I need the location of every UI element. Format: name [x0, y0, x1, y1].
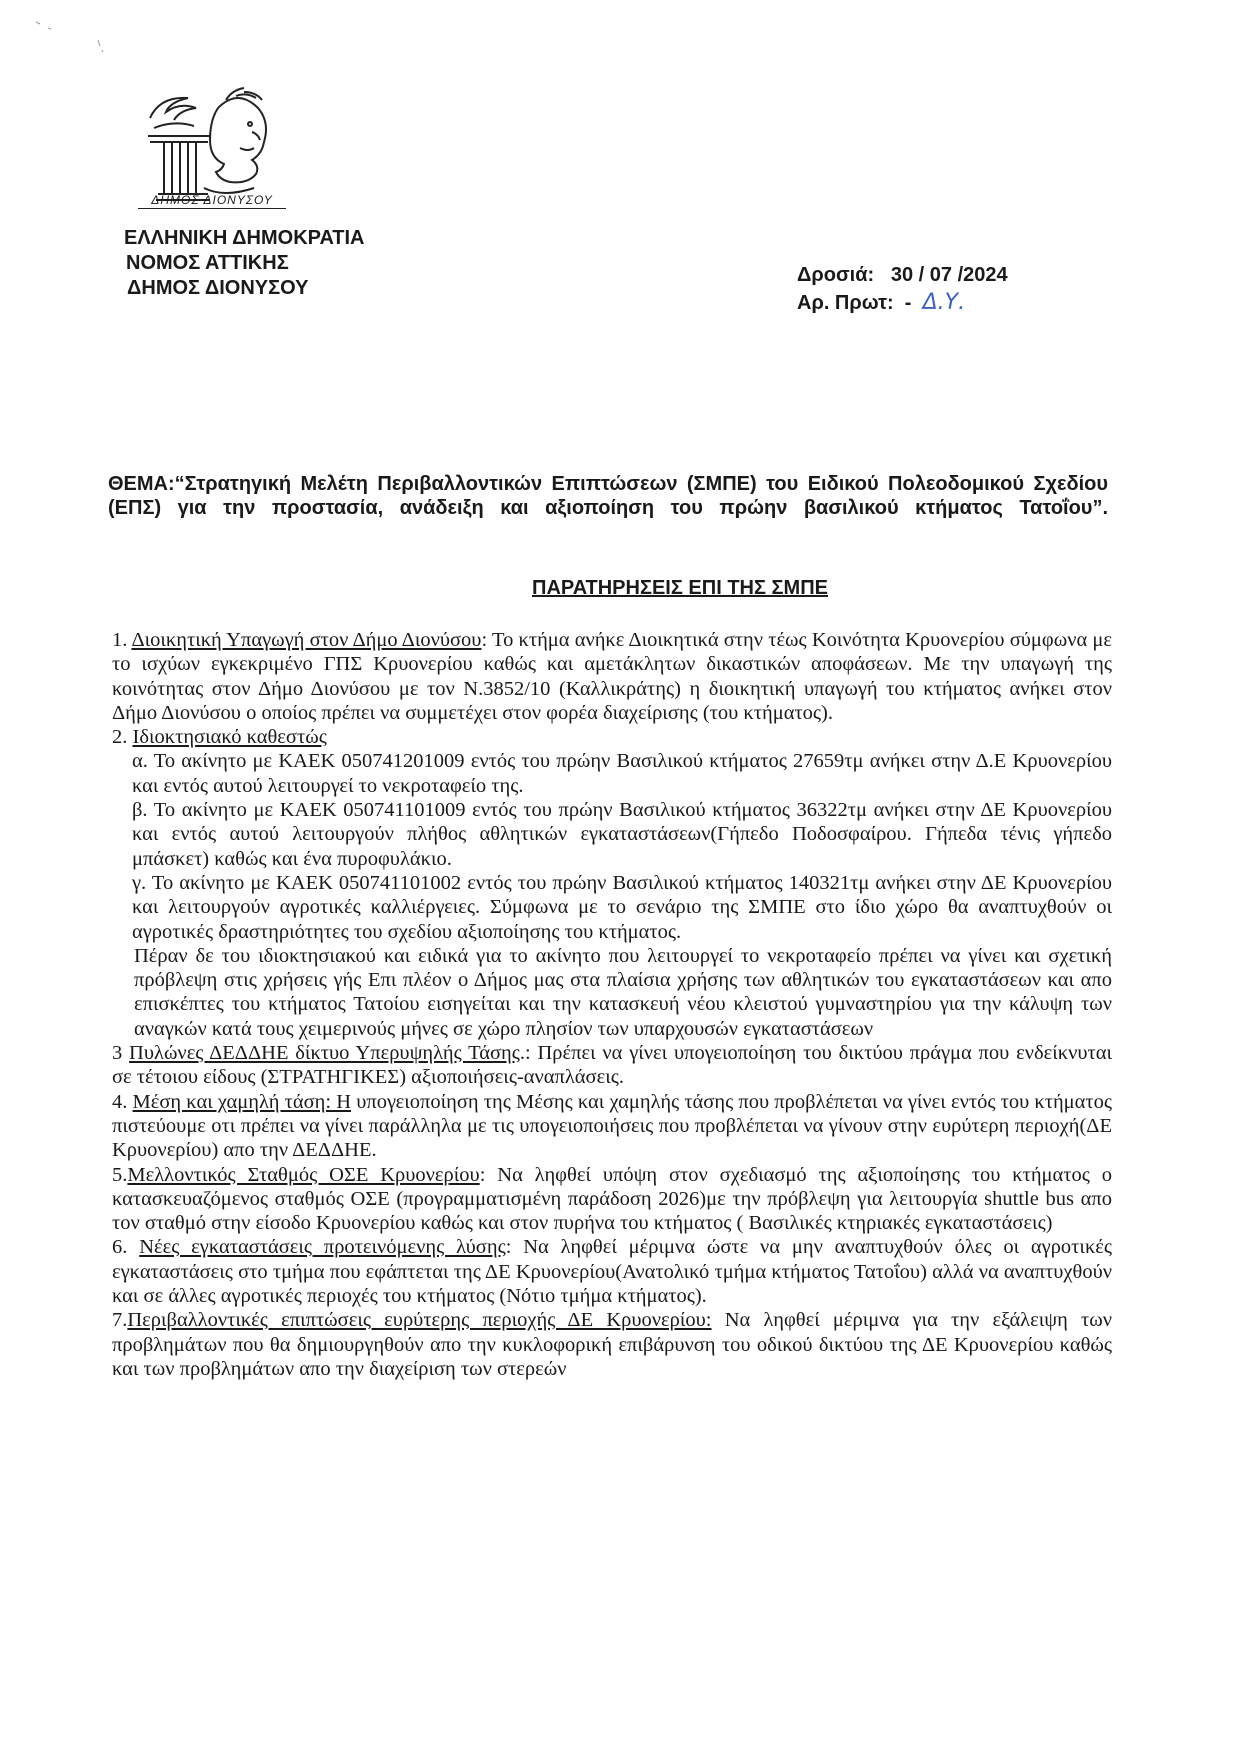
date-line	[797, 262, 1008, 289]
scan-speck-mark	[28, 10, 118, 70]
item-5: 5.Μελλοντικός Σταθμός ΟΣΕ Κρυονερίου: Να ληφθεί υπόψη στον σχεδιασμό της αξιοποίησης του κτήματος ο κατασκευαζόμενος σταθμός ΟΣΕ (προγραμματισμένη παράδοση 2026)με την πρόβλεψη για λειτουργία shuttle bus απο τον σταθμό στην είσοδο Κρυονερίου καθώς και στον πυρήνα του κτήματος ( Βασιλικές κτηριακές εγκαταστάσεις)	[112, 1163, 1113, 1235]
item-3-heading: Πυλώνες ΔΕΔΔΗΕ δίκτυο Υπερυψηλής Τάσης	[129, 1042, 520, 1065]
protocol-dash: -	[904, 292, 912, 314]
item-1-heading: Διοικητική Υπαγωγή στον Δήμο Διονύσου	[131, 629, 482, 651]
item-2b: β. Το ακίνητο με ΚΑΕΚ 050741101009 εντός του πρώην Βασιλικού κτήματος 36322τμ ανήκει στην ΔΕ Κρυονερίου και εντός αυτού λειτουργούν πλήθος αθλητικών εγκαταστάσεων(Γήπεδο Ποδοσφαίρου. Γήπεδα τένις γήπεδο μπάσκετ) καθώς και ένα πυροφυλάκιο.	[132, 799, 1112, 870]
issuing-authority	[124, 226, 365, 301]
authority-line-prefecture: ΝΟΜΟΣ ΑΤΤΙΚΗΣ	[126, 252, 289, 274]
logo-caption: ΔΗΜΟΣ ΔΙΟΝΥΣΟΥ	[138, 193, 286, 209]
item-5-heading: Μελλοντικός Σταθμός ΟΣΕ Κρυονερίου	[127, 1163, 480, 1186]
protocol-label: Αρ. Πρωτ:	[797, 292, 894, 314]
item-7-heading: Περιβαλλοντικές επιπτώσεις ευρύτερης περιοχής ΔΕ Κρυονερίου:	[127, 1309, 712, 1332]
date-value: 30 / 07 /2024	[890, 264, 1008, 286]
item-1: 1. Διοικητική Υπαγωγή στον Δήμο Διονύσου: Το κτήμα ανήκε Διοικητικά στην τέως Κοινότητα Κρυονερίου σύμφωνα με το ισχύων εγκεκριμένο ΓΠΣ Κρυονερίου καθώς και αμετάκλητων δικαστικών αποφάσεων. Με την υπαγωγή της κοινότητας στον Δήμο Διονύσου με τον Ν.3852/10 (Καλλικράτης) η διοικητική υπαγωγή του κτήματος ανήκει στον Δήμο Διονύσου ο οποίος πρέπει να συμμετέχει στον φορέα διαχείρισης (του κτήματος).	[112, 629, 1112, 724]
item-6-heading: Νέες εγκαταστάσεις προτεινόμενης λύσης	[139, 1236, 506, 1259]
authority-line-municipality: ΔΗΜΟΣ ΔΙΟΝΥΣΟΥ	[127, 277, 309, 299]
item-2: 2. Ιδιοκτησιακό καθεστώς	[112, 726, 327, 749]
item-4: 4. Μέση και χαμηλή τάση: Η υπογειοποίηση της Μέσης και χαμηλής τάσης που προβλέπεται να γίνει εντός του κτήματος πιστεύουμε οτι πρέπει να γίνει παράλληλα με τις υπογειοποιήσεις που προβλέπεται να γίνουν στην ευρύτερη περιοχή(ΔΕ Κρυονερίου) απο την ΔΕΔΔΗΕ.	[112, 1090, 1113, 1162]
item-2c: γ. Το ακίνητο με ΚΑΕΚ 050741101002 εντός του πρώην Βασιλικού κτήματος 140321τμ ανήκει στην ΔΕ Κρυονερίου και λειτουργούν αγροτικές καλλιέργειες. Σύμφωνα με το σενάριο της ΣΜΠΕ στο ίδιο χώρο θα αναπτυχθούν οι αγροτικές δραστηριότητες του σχεδίου αξιοποίησης του κτήματος.	[132, 871, 1112, 943]
protocol-handwritten-value: Δ.Υ.	[922, 290, 966, 315]
remarks-body	[112, 628, 1112, 1381]
authority-line-republic: ΕΛΛΗΝΙΚΗ ΔΗΜΟΚΡΑΤΙΑ	[124, 227, 365, 249]
subject-line: ΘΕΜΑ:“Στρατηγική Μελέτη Περιβαλλοντικών Επιπτώσεων (ΣΜΠΕ) του Ειδικού Πολεοδομικού Σχεδίου (ΕΠΣ) για την προστασία, ανάδειξη και αξιοποίηση του πρώην βασιλικού κτήματος Τατοΐου”.	[108, 473, 1108, 519]
remarks-heading-text: ΠΑΡΑΤΗΡΗΣΕΙΣ ΕΠΙ ΤΗΣ ΣΜΠΕ	[532, 577, 828, 599]
item-4-heading: Μέση και χαμηλή τάση: Η	[132, 1090, 352, 1113]
remarks-heading	[0, 577, 1240, 600]
item-2-note: Πέραν δε του ιδιοκτησιακού και ειδικά για το ακίνητο που λειτουργεί το νεκροταφείο πρέπει να γίνει και σχετική πρόβλεψη στις χρήσεις γής Επι πλέον ο Δήμος μας στα πλαίσια χρήσης των αθλητικών του εγκαταστάσεων και απο επισκέπτες του κτήματος Τατοίου εισηγείται και την κατασκευή νέου κλειστού γυμναστηρίου για την κάλυψη των αναγκών κατά τους χειμερινούς μήνες σε χώρο πλησίον των υπαρχουσών εγκαταστάσεων	[134, 944, 1112, 1040]
item-7: 7.Περιβαλλοντικές επιπτώσεις ευρύτερης περιοχής ΔΕ Κρυονερίου: Να ληφθεί μέριμνα για την εξάλειψη των προβλημάτων που θα δημιουργηθούν απο την κυκλοφορική επιβάρυνση του οδικού δικτύου της ΔΕ Κρυονερίου καθώς και των προβλημάτων απο την διαχείριση των στερεών	[112, 1309, 1113, 1380]
item-6: 6. Νέες εγκαταστάσεις προτεινόμενης λύσης: Να ληφθεί μέριμνα ώστε να μην αναπτυχθούν όλες οι αγροτικές εγκαταστάσεις στο τμήμα που εφάπτεται της ΔΕ Κρυονερίου(Ανατολικό τμήμα κτήματος Τατοΐου) αλλά να αναπτυχθούν και σε άλλες αγροτικές περιοχές του κτήματος (Νότιο τμήμα κτήματος).	[112, 1236, 1112, 1308]
protocol-line	[797, 289, 1008, 317]
item-2a: α. Το ακίνητο με ΚΑΕΚ 050741201009 εντός του πρώην Βασιλικού κτήματος 27659τμ ανήκει στην Δ.Ε Κρυονερίου και εντός αυτού λειτουργεί το νεκροταφείο της.	[132, 750, 1112, 797]
date-label: Δροσιά:	[797, 264, 875, 286]
item-3: 3 Πυλώνες ΔΕΔΔΗΕ δίκτυο Υπερυψηλής Τάσης.: Πρέπει να γίνει υπογειοποίηση του δικτύου πράγμα που ενδείκνυται σε τέτοιου είδους (ΣΤΡΑΤΗΓΙΚΕΣ) αξιοποιήσεις-αναπλάσεις.	[112, 1042, 1113, 1089]
item-2-heading: Ιδιοκτησιακό καθεστώς	[132, 726, 327, 749]
document-meta	[797, 262, 1008, 317]
